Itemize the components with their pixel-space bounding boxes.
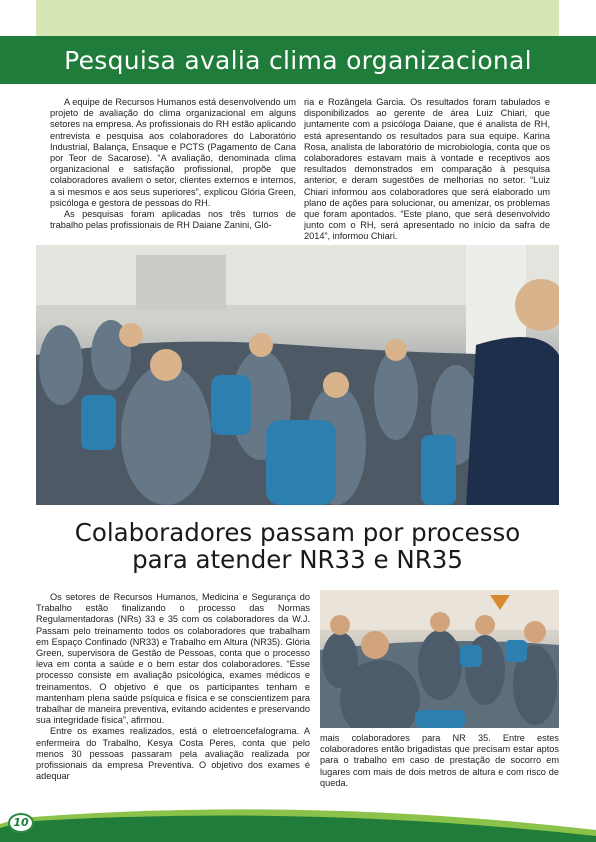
top-color-band (36, 0, 559, 36)
paragraph: Entre os exames realizados, está o eletroencefalograma. A enfermeira do Trabalho, Kesya Costa Peres, conta que pelo menos 30 pessoas passaram pela avaliação realizada por profissionais da empresa Preventiva. O objetivo dos exames é adequar (36, 726, 310, 782)
article2-title-line1: Colaboradores passam por processo (74, 518, 521, 547)
page-number: 10 (8, 813, 34, 833)
paragraph: Os setores de Recursos Humanos, Medicina e Segurança do Trabalho estão finalizando o processo das Normas Regulamentadoras (NRs) 33 e 35 com os colaboradores da W.J. Passam pelo treinamento todos os colaboradores que trabalham em Espaço Confinado (NR33) e Trabalho em Altura (NR35). Glória Green, supervisora de Gestão de Pessoas, conta que o processo leva em conta a saúde e o bem estar dos colaboradores. “Esse processo consiste em avaliação psicológica, exames médicos e treinamentos. O objetivo é que os participantes tenham e mantenham plena saúde psíquica e física e se conscientizem para trabalhar de maneira preventiva, evitando acidentes e preservando sua integridade física”, afirmou. (36, 592, 310, 726)
training-photo-illustration (320, 590, 559, 728)
paragraph: mais colaboradores para NR 35. Entre estes colaboradores então brigadistas que precisam estar aptos para o trabalho em caso de prestação de socorro em lugares com mais de dois metros de altura e com risco de queda. (320, 733, 559, 788)
article1-title: Pesquisa avalia clima organizacional (64, 45, 532, 75)
article1-column-right (304, 97, 550, 243)
training-photo (320, 590, 559, 728)
paragraph: ria e Rozângela Garcia. Os resultados foram tabulados e disponibilizados ao gerente de área Luiz Chiari, que juntamente com a psicóloga Daiane, que é analista de RH, está apresentando os resultados para sua equipe. Karina Rosa, analista de laboratório de microbiologia, conta que os colaboradores estavam mais à vontade e receptivos aos resultados demonstrados em comparação à pesquisa anterior, e deram sugestões de melhorias no setor. “Luiz Chiari informou aos colaboradores que será elaborado um plano de ações para solucionar, ou amenizar, os problemas que foram apontados. “Este plano, que será desenvolvido junto com o RH, será apresentado no início da safra de 2014”, informou Chiari. (304, 97, 550, 242)
footer-swoosh (0, 800, 596, 842)
article2-title (36, 519, 559, 573)
meeting-photo (36, 245, 559, 505)
article2-column-left (36, 592, 310, 782)
paragraph: A equipe de Recursos Humanos está desenvolvendo um projeto de avaliação do clima organizacional em alguns setores na empresa. As profissionais do RH estão aplicando entrevista e pesquisa aos colaboradores do Laboratório Industrial, Balança, Ensaque e PCTS (Pagamento de Cana por Teor de Sacarose). “A avaliação, denominada clima organizacional e satisfação profissional, propõe que colaboradores avaliem o setor, clientes externos e internos, a si mesmos e aos seus superiores”, explicou Glória Green, psicóloga e gestora de pessoas do RH. (50, 97, 296, 208)
headline-bar (0, 36, 596, 84)
paragraph: As pesquisas foram aplicadas nos três turnos de trabalho pelas profissionais de RH Daiane Zanini, Gló- (50, 209, 296, 231)
meeting-photo-illustration (36, 245, 559, 505)
article2-column-right (320, 733, 559, 789)
article1-column-left (50, 97, 296, 231)
article2-title-line2: para atender NR33 e NR35 (132, 545, 463, 574)
